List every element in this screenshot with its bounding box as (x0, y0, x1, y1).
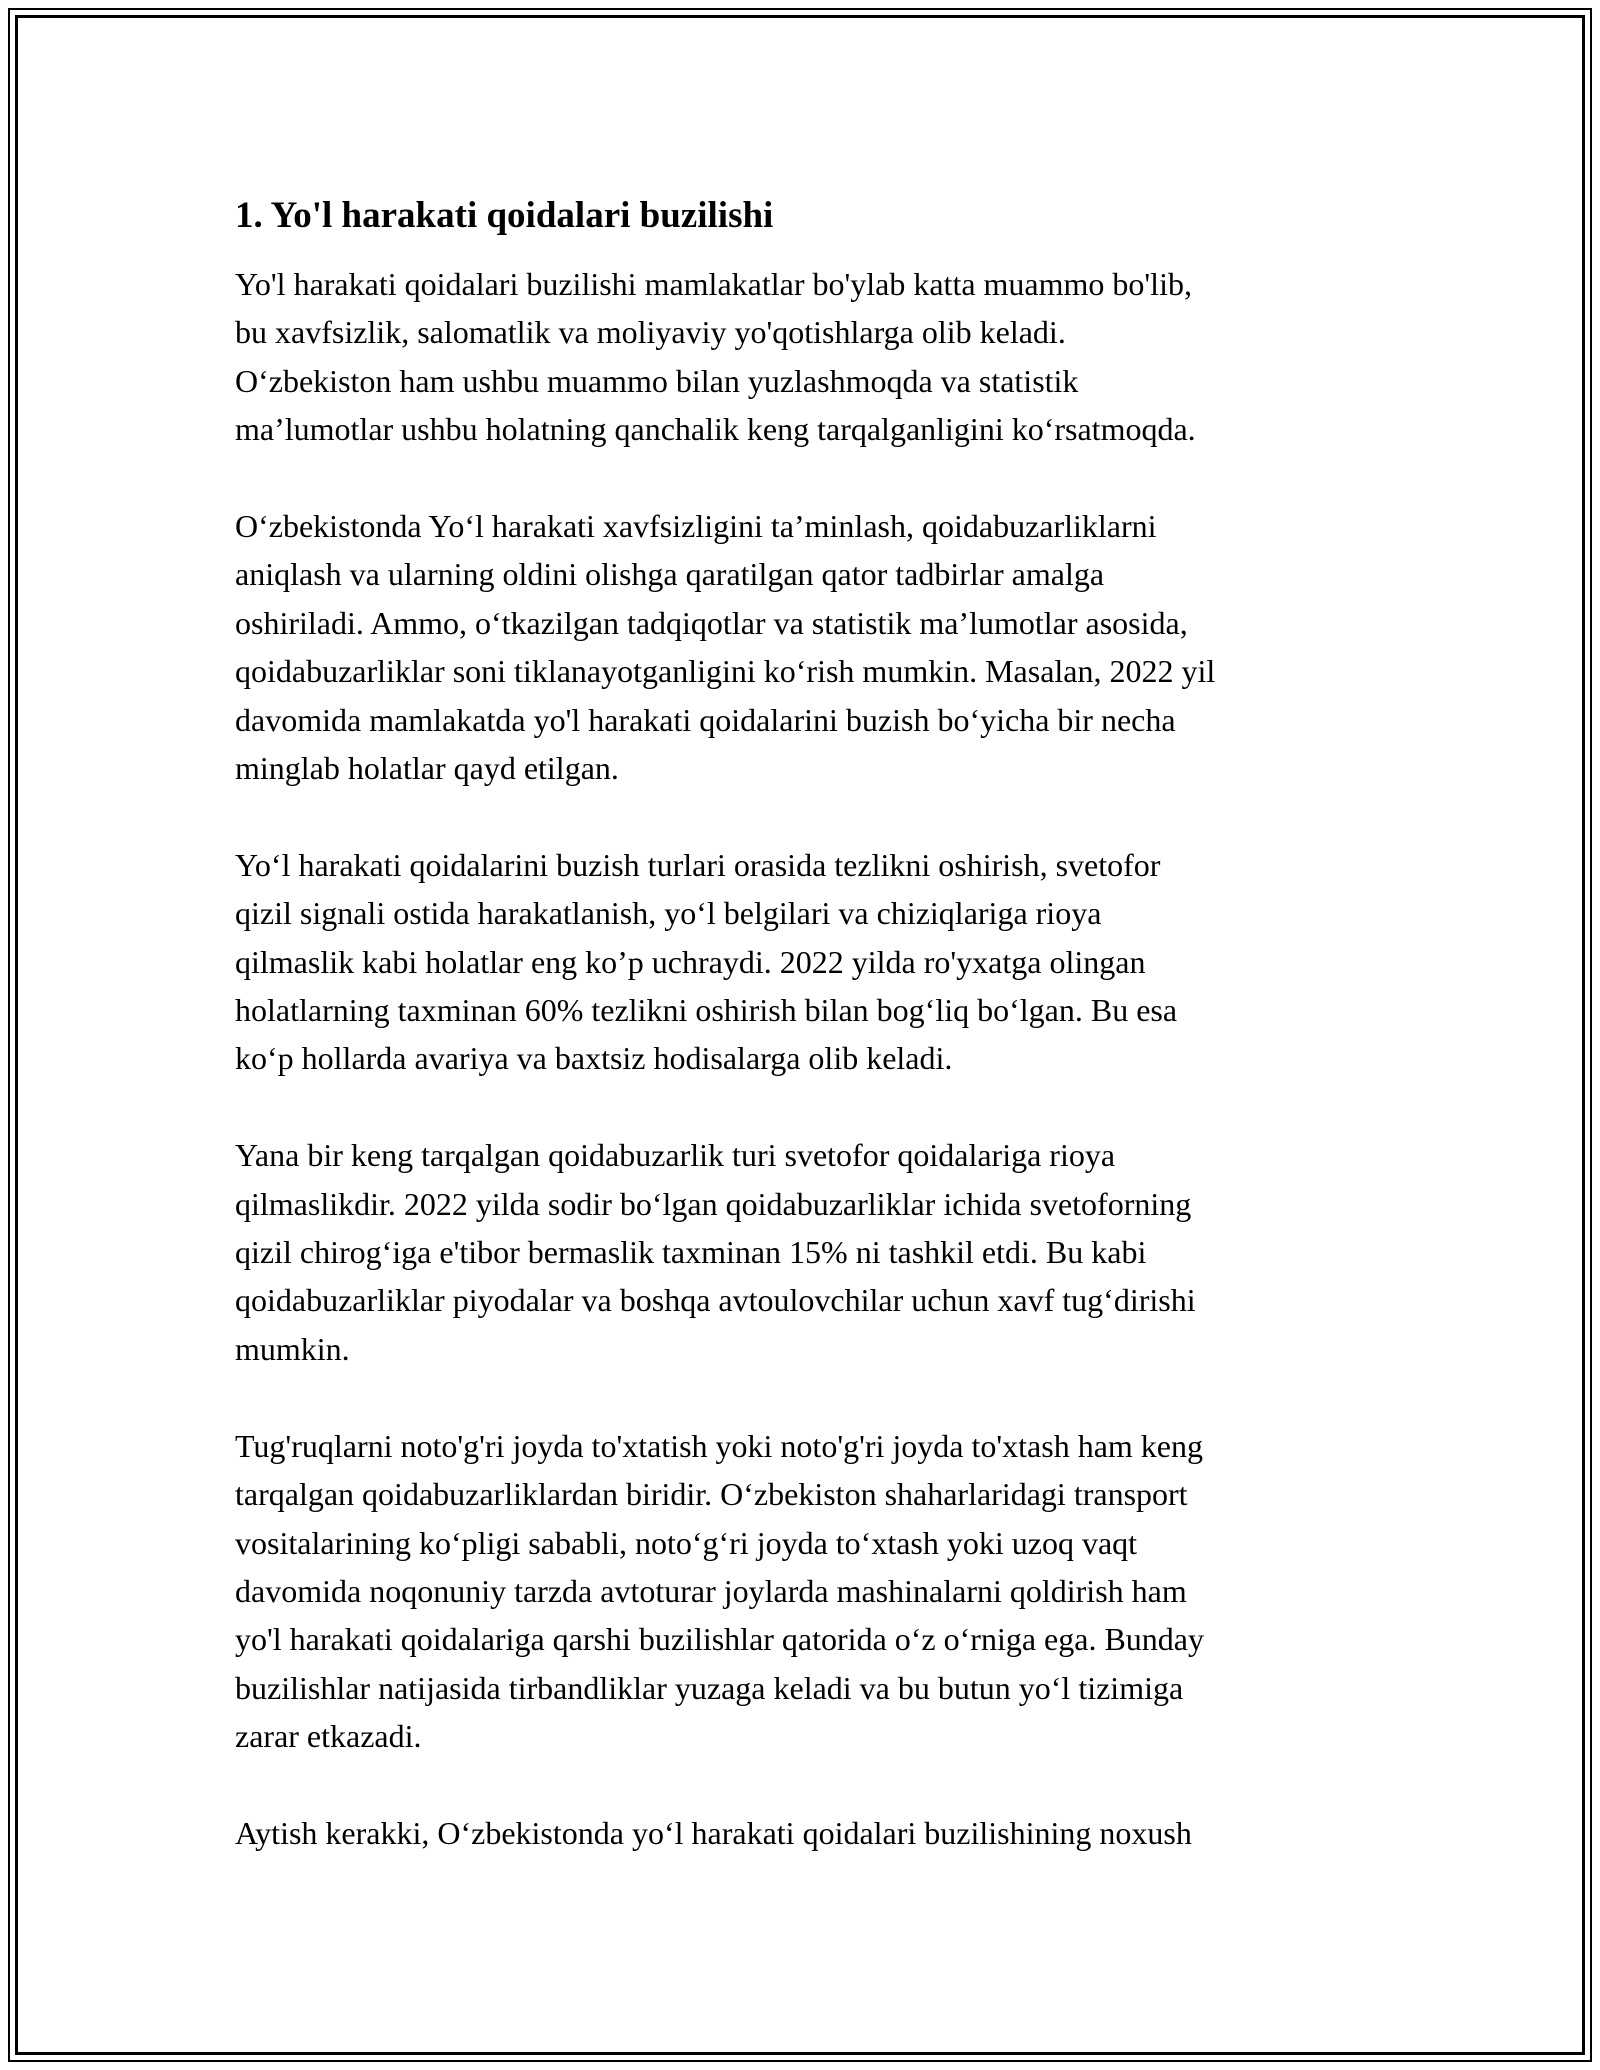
text-line: qilmaslik kabi holatlar eng ko’p uchraydi. 2022 yilda ro'yxatga olingan (235, 943, 1146, 980)
text-line: vositalarining ko‘pligi sababli, noto‘g‘ri joyda to‘xtash yoki uzoq vaqt (235, 1524, 1138, 1561)
text-line: O‘zbekiston ham ushbu muammo bilan yuzlashmoqda va statistik (235, 362, 1079, 399)
paragraph-5 (235, 1422, 1365, 1761)
text-line: qoidabuzarliklar soni tiklanayotganligini ko‘rish mumkin. Masalan, 2022 yil (235, 653, 1216, 690)
text-line: ma’lumotlar ushbu holatning qanchalik keng tarqalganligini ko‘rsatmoqda. (235, 411, 1196, 448)
section-heading: 1. Yo'l harakati qoidalari buzilishi (235, 195, 774, 236)
text-line: O‘zbekistonda Yo‘l harakati xavfsizligini ta’minlash, qoidabuzarliklarni (235, 508, 1157, 545)
text-line: mumkin. (235, 1330, 350, 1367)
text-line: Tug'ruqlarni noto'g'ri joyda to'xtatish yoki noto'g'ri joyda to'xtash ham keng (235, 1427, 1203, 1464)
text-line: qizil chirog‘iga e'tibor bermaslik taxminan 15% ni tashkil etdi. Bu kabi (235, 1234, 1147, 1271)
text-line: oshiriladi. Ammo, o‘tkazilgan tadqiqotlar va statistik ma’lumotlar asosida, (235, 604, 1188, 641)
text-line: Yana bir keng tarqalgan qoidabuzarlik turi svetofor qoidalariga rioya (235, 1137, 1116, 1174)
text-line: zarar etkazadi. (235, 1718, 422, 1755)
text-line: Yo'l harakati qoidalari buzilishi mamlakatlar bo'ylab katta muammo bo'lib, (235, 266, 1192, 302)
text-line: buzilishlar natijasida tirbandliklar yuzaga keladi va bu butun yo‘l tizimiga (235, 1669, 1184, 1706)
text-line: holatlarning taxminan 60% tezlikni oshirish bilan bog‘liq bo‘lgan. Bu esa (235, 992, 1178, 1029)
text-line: Aytish kerakki, O‘zbekistonda yo‘l harakati qoidalari buzilishining noxush (235, 1814, 1192, 1851)
text-line: ko‘p hollarda avariya va baxtsiz hodisalarga olib keladi. (235, 1040, 953, 1077)
text-line: tarqalgan qoidabuzarliklardan biridir. O‘zbekiston shaharlaridagi transport (235, 1476, 1188, 1513)
text-line: bu xavfsizlik, salomatlik va moliyaviy yo'qotishlarga olib keladi. (235, 314, 1066, 351)
text-line: yo'l harakati qoidalariga qarshi buzilishlar qatorida o‘z o‘rniga ega. Bunday (235, 1621, 1204, 1658)
paragraph-6 (235, 1809, 1365, 1857)
document-body (235, 192, 1365, 1906)
text-line: davomida mamlakatda yo'l harakati qoidalarini buzish bo‘yicha bir necha (235, 701, 1176, 738)
text-line: qizil signali ostida harakatlanish, yo‘l belgilari va chiziqlariga rioya (235, 895, 1102, 932)
text-line: davomida noqonuniy tarzda avtoturar joylarda mashinalarni qoldirish ham (235, 1572, 1187, 1609)
paragraph-4 (235, 1131, 1365, 1373)
text-line: qoidabuzarliklar piyodalar va boshqa avtoulovchilar uchun xavf tug‘dirishi (235, 1282, 1196, 1319)
text-line: Yo‘l harakati qoidalarini buzish turlari orasida tezlikni oshirish, svetofor (235, 846, 1161, 883)
text-line: aniqlash va ularning oldini olishga qaratilgan qator tadbirlar amalga (235, 556, 1105, 593)
paragraph-3 (235, 841, 1365, 1083)
text-line: qilmaslikdir. 2022 yilda sodir bo‘lgan qoidabuzarliklar ichida svetoforning (235, 1185, 1192, 1222)
paragraph-1 (235, 260, 1365, 454)
paragraph-2 (235, 502, 1365, 792)
text-line: minglab holatlar qayd etilgan. (235, 750, 619, 787)
